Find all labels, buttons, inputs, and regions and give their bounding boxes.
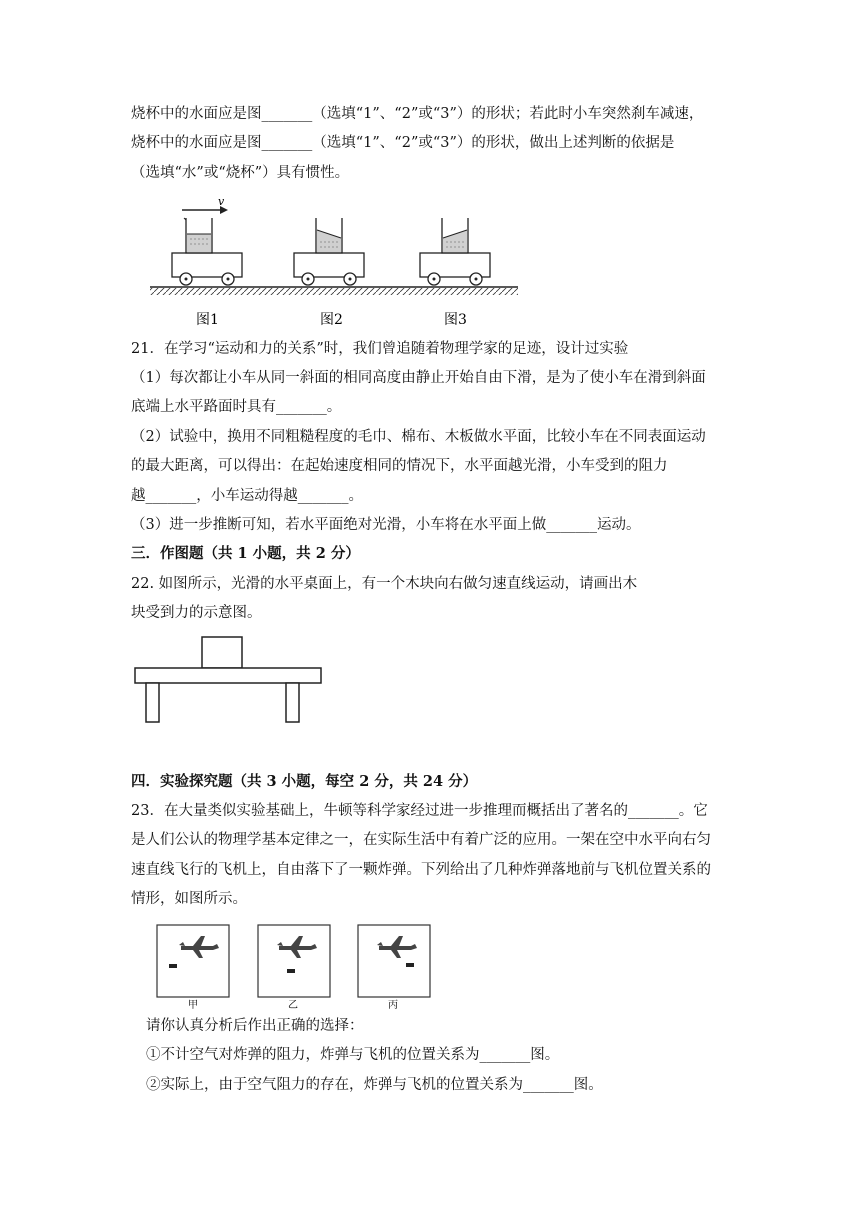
q21-line-7: （3）进一步推断可知，若水平面绝对光滑，小车将在水平面上做_______运动。	[131, 517, 641, 533]
cart-beaker-figure	[148, 196, 520, 330]
figure-caption-2: 图2	[320, 312, 343, 328]
bomb-icon	[406, 963, 414, 967]
q21-line-4: （2）试验中，换用不同粗糙程度的毛巾、棉布、木板做水平面，比较小车在不同表面运动	[131, 429, 706, 445]
table-top	[135, 668, 321, 683]
plane-panel-bing	[358, 925, 430, 997]
cart-figure-3	[420, 218, 490, 285]
ground-surface	[150, 287, 518, 295]
plane-bomb-figure	[155, 922, 441, 1010]
section-4-title: 四．实验探究题（共 3 小题，每空 2 分，共 24 分）	[131, 773, 478, 790]
q20-line-1: 烧杯中的水面应是图_______（选填“1”、“2”或“3”）的形状；若此时小车突然刹车减速，	[131, 106, 704, 122]
q23-line-4: 情形，如图所示。	[131, 891, 247, 907]
table-leg-left	[146, 683, 159, 722]
q23-item-1: ①不计空气对炸弹的阻力，炸弹与飞机的位置关系为_______图。	[146, 1047, 560, 1063]
wooden-block	[202, 637, 242, 668]
q21-line-3: 底端上水平路面时具有_______。	[131, 399, 342, 415]
q23-item-2: ②实际上，由于空气阻力的存在，炸弹与飞机的位置关系为_______图。	[146, 1077, 603, 1093]
q23-prompt: 请你认真分析后作出正确的选择：	[146, 1018, 364, 1034]
figure-caption-1: 图1	[196, 312, 219, 328]
q23-line-3: 速直线飞行的飞机上，自由落下了一颗炸弹。下列给出了几种炸弹落地前与飞机位置关系的	[131, 862, 711, 878]
plane-panel-yi	[258, 925, 330, 997]
table-block-figure	[132, 634, 324, 726]
q20-line-2: 烧杯中的水面应是图_______（选填“1”、“2”或“3”）的形状，做出上述判断的依据是	[131, 135, 675, 151]
panel-label-bing: 丙	[388, 1000, 398, 1010]
panel-label-yi: 乙	[288, 1000, 298, 1010]
section-3-title: 三．作图题（共 1 小题，共 2 分）	[131, 545, 360, 562]
q20-line-3: （选填“水”或“烧杯”）具有惯性。	[131, 165, 350, 181]
q21-line-1: 21．在学习“运动和力的关系”时，我们曾追随着物理学家的足迹，设计过实验	[131, 341, 629, 357]
velocity-label: v	[218, 196, 225, 208]
bomb-icon	[287, 969, 295, 973]
cart-figure-2	[294, 218, 364, 285]
cart-figure-1	[172, 218, 242, 285]
figure-caption-3: 图3	[444, 312, 467, 328]
panel-label-jia: 甲	[188, 1000, 198, 1010]
q23-line-2: 是人们公认的物理学基本定律之一，在实际生活中有着广泛的应用。一架在空中水平向右匀	[131, 832, 711, 848]
q22-line-2: 块受到力的示意图。	[131, 605, 262, 621]
q22-line-1: 22. 如图所示，光滑的水平桌面上，有一个木块向右做匀速直线运动，请画出木	[131, 576, 638, 592]
plane-panel-jia	[157, 925, 229, 997]
bomb-icon	[169, 964, 177, 968]
table-leg-right	[286, 683, 299, 722]
q21-line-6: 越_______，小车运动得越_______。	[131, 488, 363, 504]
q21-line-2: （1）每次都让小车从同一斜面的相同高度由静止开始自由下滑，是为了使小车在滑到斜面	[131, 370, 706, 386]
q23-line-1: 23．在大量类似实验基础上，牛顿等科学家经过进一步推理而概括出了著名的_______。它	[131, 803, 708, 819]
q21-line-5: 的最大距离，可以得出：在起始速度相同的情况下，水平面越光滑，小车受到的阻力	[131, 458, 668, 474]
